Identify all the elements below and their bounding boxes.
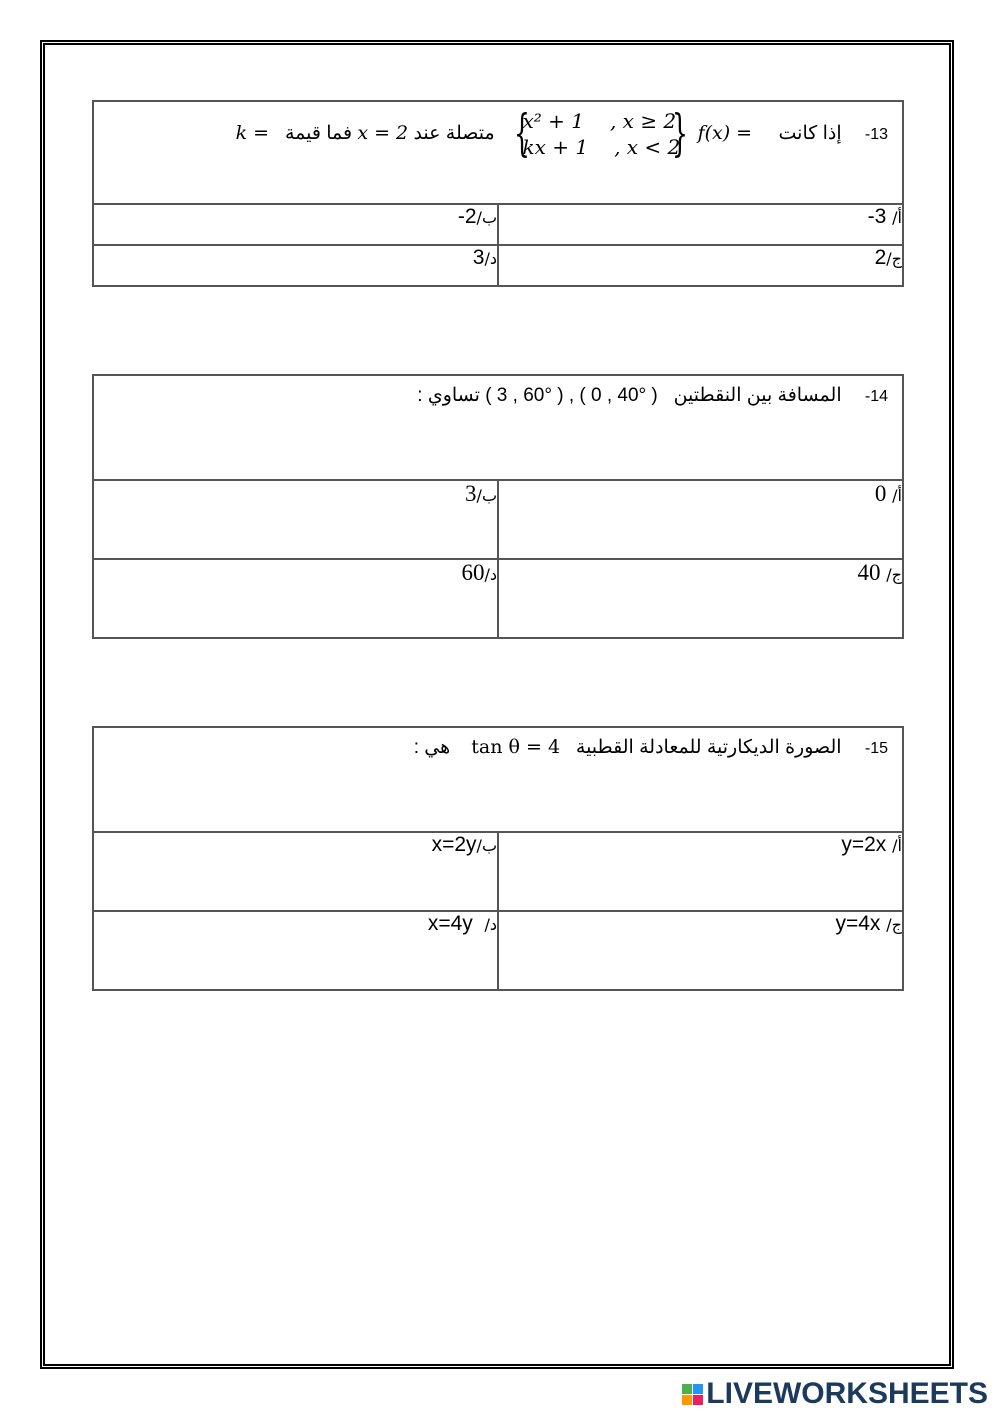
question-text-middle: متصلة عند	[413, 123, 495, 145]
left-brace: {	[514, 104, 531, 162]
question-text-end: هي :	[413, 737, 451, 758]
question-15-table	[92, 726, 904, 991]
option-b-prefix: ب/	[476, 836, 497, 855]
question-13-table	[92, 100, 904, 287]
option-d[interactable]	[93, 559, 498, 638]
question-number: 13-	[864, 126, 888, 144]
question-14-table	[92, 374, 904, 639]
option-d[interactable]	[93, 245, 498, 286]
option-a[interactable]	[498, 204, 903, 245]
question-text: الصورة الديكارتية للمعادلة القطبية	[575, 737, 842, 758]
option-b-value: 3	[465, 481, 477, 506]
question-number: 14-	[864, 388, 888, 405]
option-d-value: 60	[461, 560, 485, 585]
question-13-text-cell	[93, 101, 903, 204]
option-a-prefix: أ/	[892, 486, 902, 505]
option-a-prefix: أ/	[892, 836, 902, 855]
option-c-prefix: ج/	[886, 565, 902, 584]
option-b-prefix: ب/	[476, 486, 497, 505]
option-c-value: 2	[874, 246, 887, 269]
question-number: 15-	[864, 740, 888, 757]
option-c[interactable]	[498, 245, 903, 286]
option-b-value: x=2y	[431, 833, 477, 856]
case2-expression: kx + 1	[522, 135, 589, 159]
piecewise-function	[510, 104, 692, 162]
option-c-value: 40	[857, 560, 881, 585]
polar-equation: tan θ = 4	[471, 736, 561, 758]
question-text-ask: فما قيمة	[284, 123, 353, 145]
option-a[interactable]	[498, 832, 903, 911]
right-brace: }	[672, 104, 689, 162]
option-d-prefix: د/	[484, 565, 497, 584]
question-14-text-cell	[93, 375, 903, 480]
option-b[interactable]	[93, 480, 498, 559]
function-label: f(x) =	[697, 122, 753, 145]
liveworksheets-logo	[682, 1377, 988, 1411]
case1-condition: , x ≥ 2	[609, 109, 677, 133]
logo-text: LIVEWORKSHEETS	[706, 1377, 988, 1410]
option-d-prefix: د/	[484, 249, 497, 268]
case2-condition: , x < 2	[614, 135, 681, 159]
question-text: المسافة بين النقطتين	[673, 385, 842, 406]
question-text: إذا كانت	[778, 123, 842, 145]
question-15-text-cell	[93, 727, 903, 832]
unknown-variable: k =	[235, 122, 270, 145]
option-c[interactable]	[498, 911, 903, 990]
logo-mark-icon	[682, 1384, 703, 1405]
option-d-prefix: د/	[484, 915, 497, 934]
option-b[interactable]	[93, 204, 498, 245]
option-a[interactable]	[498, 480, 903, 559]
option-d[interactable]	[93, 911, 498, 990]
point-value: x = 2	[357, 122, 409, 145]
option-c-prefix: ج/	[886, 249, 902, 268]
option-c-prefix: ج/	[886, 915, 902, 934]
option-b[interactable]	[93, 832, 498, 911]
option-a-prefix: أ/	[892, 208, 902, 227]
option-b-value: -2	[457, 205, 477, 228]
option-b-prefix: ب/	[476, 208, 497, 227]
option-c[interactable]	[498, 559, 903, 638]
question-text-end: تساوي :	[417, 385, 480, 406]
option-d-value: 3	[472, 246, 485, 269]
option-a-value: 0	[874, 481, 887, 506]
option-a-value: -3	[867, 205, 887, 228]
option-d-value: x=4y	[427, 912, 473, 935]
option-c-value: y=4x	[835, 912, 881, 935]
polar-points: ( 3 , 60° ) , ( 0 , 40° )	[485, 385, 658, 406]
case1-expression: x² + 1	[522, 109, 584, 133]
option-a-value: y=2x	[841, 833, 887, 856]
